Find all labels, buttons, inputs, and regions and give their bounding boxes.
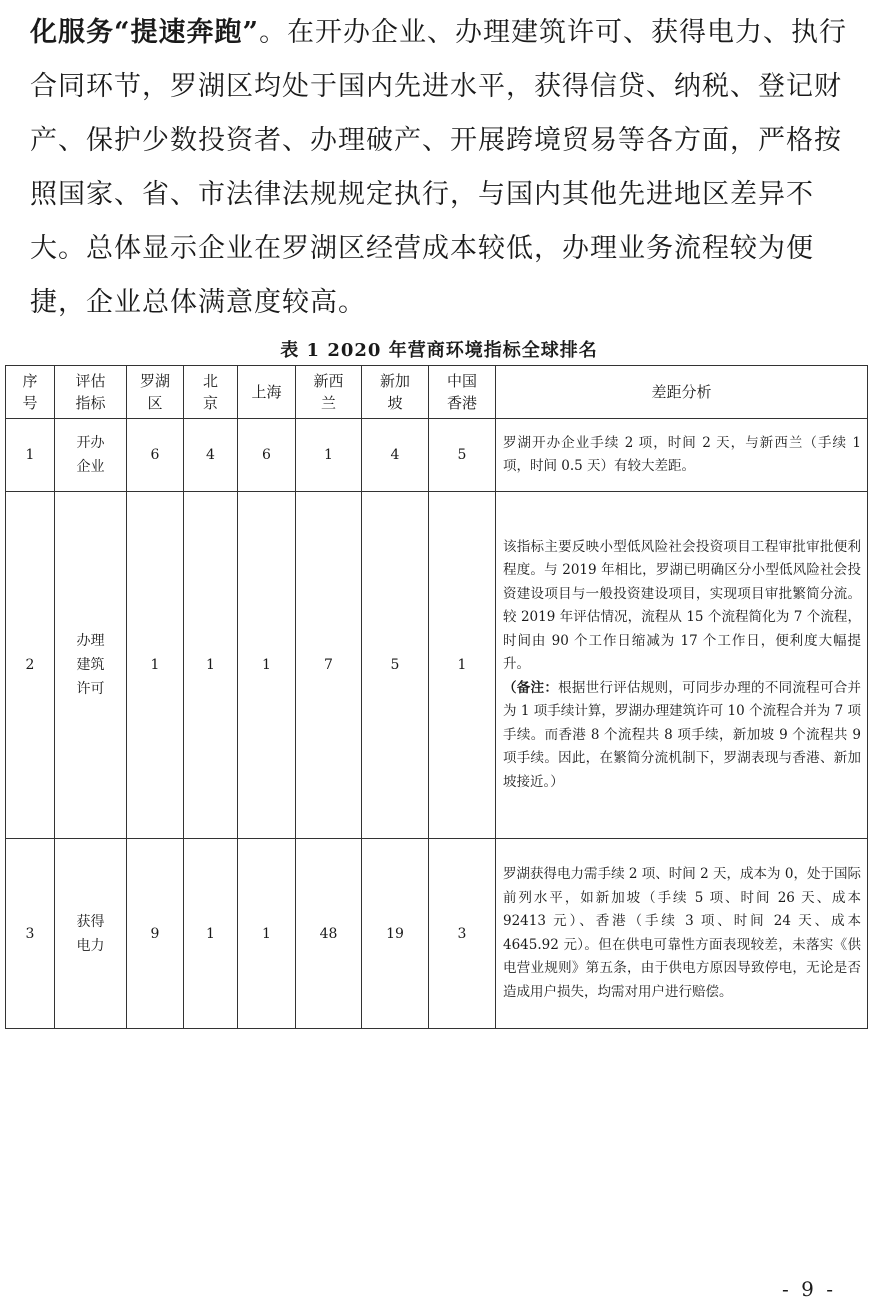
body-paragraph <box>30 6 860 330</box>
cell-index: 2 <box>6 492 55 839</box>
cell-indicator: 办理建筑许可 <box>55 492 127 839</box>
cell-singapore: 5 <box>362 492 429 839</box>
cell-luohu: 6 <box>127 419 184 492</box>
cell-beijing: 1 <box>184 839 238 1029</box>
ranking-table <box>5 365 868 1029</box>
cell-hongkong: 1 <box>429 492 496 839</box>
cell-newzealand: 7 <box>296 492 362 839</box>
cell-luohu: 9 <box>127 839 184 1029</box>
header-beijing: 北京 <box>184 366 238 419</box>
cell-newzealand: 48 <box>296 839 362 1029</box>
cell-shanghai: 6 <box>238 419 296 492</box>
cell-hongkong: 3 <box>429 839 496 1029</box>
cell-singapore: 4 <box>362 419 429 492</box>
header-hongkong: 中国香港 <box>429 366 496 419</box>
bold-lead-text: 化服务“提速奔跑” <box>30 17 260 48</box>
note-body: 根据世行评估规则，可同步办理的不同流程可合并为 1 项手续计算，罗湖办理建筑许可 10 个流程合并为 7 项手续。而香港 8 个流程共 8 项手续，新加坡 9 个流程共 9 项手续。因此，在繁简分流机制下，罗湖表现与香港、新加坡接近。） <box>503 679 862 790</box>
analysis-note <box>503 677 861 795</box>
cell-shanghai: 1 <box>238 492 296 839</box>
paragraph-text: 。在开办企业、办理建筑许可、获得电力、执行合同环节，罗湖区均处于国内先进水平，获得信贷、纳税、登记财产、保护少数投资者、办理破产、开展跨境贸易等各方面，严格按照国家、省、市法律法规规定执行，与国内其他先进地区差异不大。总体显示企业在罗湖区经营成本较低，办理业务流程较为便捷，企业总体满意度较高。 <box>30 17 848 318</box>
cell-index: 3 <box>6 839 55 1029</box>
table-caption: 表 1 2020 年营商环境指标全球排名 <box>280 340 598 361</box>
cell-luohu: 1 <box>127 492 184 839</box>
header-shanghai: 上海 <box>238 366 296 419</box>
header-analysis: 差距分析 <box>496 366 868 419</box>
header-newzealand: 新西兰 <box>296 366 362 419</box>
header-singapore: 新加坡 <box>362 366 429 419</box>
table-row <box>6 492 868 839</box>
header-index: 序号 <box>6 366 55 419</box>
cell-hongkong: 5 <box>429 419 496 492</box>
analysis-text: 该指标主要反映小型低风险社会投资项目工程审批审批便利程度。与 2019 年相比，罗湖已明确区分小型低风险社会投资建设项目与一般投资建设项目，实现项目审批繁简分流。较 2019 年评估情况，流程从 15 个流程简化为 7 个流程，时间由 90 个工作日缩减为 17 个工作日，便利度大幅提升。 <box>503 538 861 673</box>
cell-index: 1 <box>6 419 55 492</box>
cell-analysis <box>496 492 868 839</box>
cell-singapore: 19 <box>362 839 429 1029</box>
cell-beijing: 1 <box>184 492 238 839</box>
table-row <box>6 419 868 492</box>
cell-indicator: 开办企业 <box>55 419 127 492</box>
table-header-row <box>6 366 868 419</box>
cell-indicator: 获得电力 <box>55 839 127 1029</box>
note-label: （备注： <box>503 679 559 696</box>
cell-analysis: 罗湖获得电力需手续 2 项、时间 2 天，成本为 0，处于国际前列水平，如新加坡（手续 5 项、时间 26 天、成本 92413 元）、香港（手续 3 项、时间 24 天、成本 4645.92 元）。但在供电可靠性方面表现较差，未落实《供电营业规则》第五条，由于供电方原因导致停电，无论是否造成用户损失，均需对用户进行赔偿。 <box>496 839 868 1029</box>
page-number: - 9 - <box>782 1277 836 1301</box>
table-row <box>6 839 868 1029</box>
cell-shanghai: 1 <box>238 839 296 1029</box>
header-indicator: 评估指标 <box>55 366 127 419</box>
cell-beijing: 4 <box>184 419 238 492</box>
cell-analysis: 罗湖开办企业手续 2 项，时间 2 天，与新西兰（手续 1 项，时间 0.5 天）有较大差距。 <box>496 419 868 492</box>
cell-newzealand: 1 <box>296 419 362 492</box>
header-luohu: 罗湖区 <box>127 366 184 419</box>
